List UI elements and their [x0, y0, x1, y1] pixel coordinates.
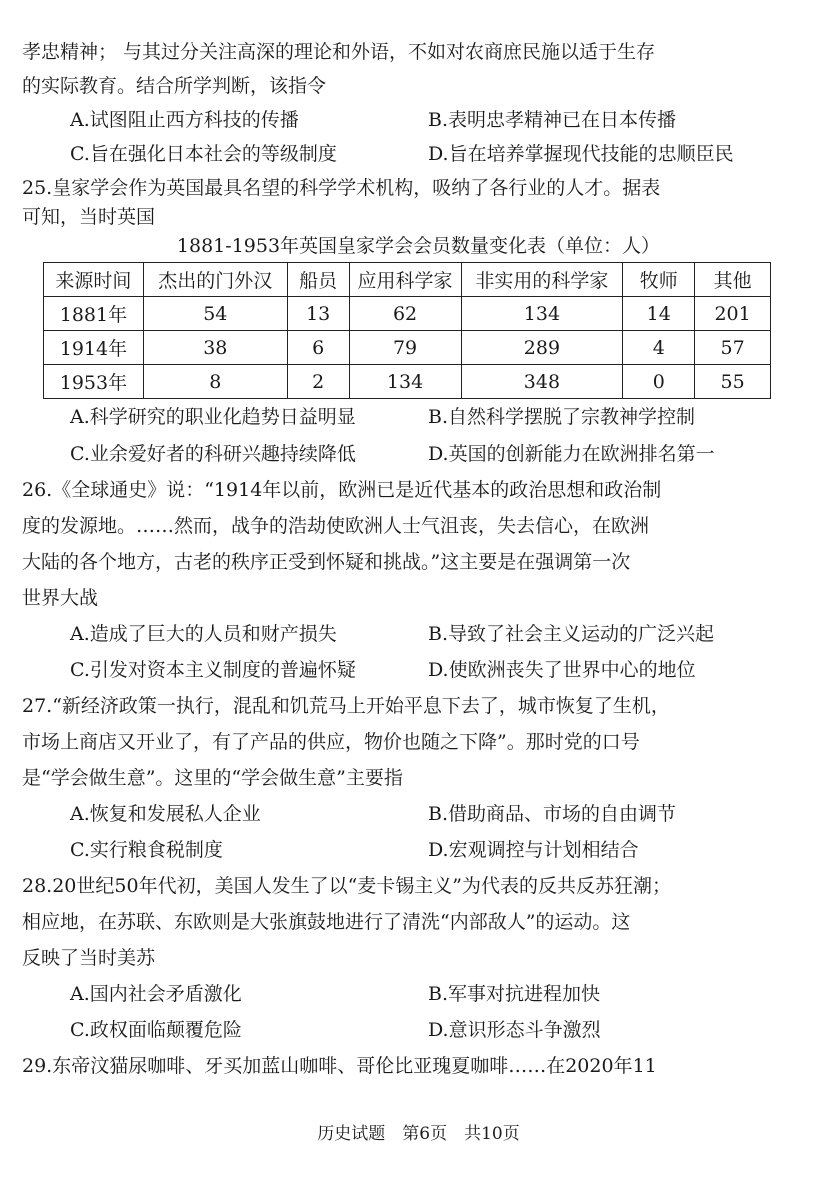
table-cell: 1953年 — [44, 365, 144, 399]
q24-option-b[interactable]: B.表明忠孝精神已在日本传播 — [428, 109, 677, 131]
table-header-cell: 非实用的科学家 — [461, 263, 623, 297]
page-footer: 历史试题 第6页 共10页 — [317, 1124, 520, 1144]
q27-stem-line-2: 市场上商店又开业了，有了产品的供应，物价也随之下降”。那时党的口号 — [22, 731, 640, 753]
table-header-row — [44, 263, 771, 297]
table-cell: 134 — [349, 365, 461, 399]
q26-stem-line-2: 度的发源地。……然而，战争的浩劫使欧洲人士气沮丧，失去信心，在欧洲 — [22, 515, 650, 537]
table-header-cell: 牧师 — [623, 263, 695, 297]
q28-option-c[interactable]: C.政权面临颠覆危险 — [70, 1019, 242, 1041]
q24-option-a[interactable]: A.试图阻止西方科技的传播 — [70, 109, 299, 131]
q24-stem-line-1: 孝忠精神； 与其过分关注高深的理论和外语，不如对农商庶民施以适于生存 — [22, 41, 656, 63]
table-cell: 0 — [623, 365, 695, 399]
table-row — [44, 331, 771, 365]
q26-option-a[interactable]: A.造成了巨大的人员和财产损失 — [70, 623, 337, 645]
q28-option-d[interactable]: D.意识形态斗争激烈 — [428, 1019, 601, 1041]
q24-option-d[interactable]: D.旨在培养掌握现代技能的忠顺臣民 — [428, 143, 734, 165]
q27-option-c[interactable]: C.实行粮食税制度 — [70, 839, 223, 861]
table-cell: 348 — [461, 365, 623, 399]
q25-option-c[interactable]: C.业余爱好者的科研兴趣持续降低 — [70, 443, 356, 465]
table-cell: 1881年 — [44, 297, 144, 331]
table-row — [44, 297, 771, 331]
table-cell: 6 — [287, 331, 349, 365]
q26-stem-line-3: 大陆的各个地方，古老的秩序正受到怀疑和挑战。”这主要是在强调第一次 — [22, 551, 631, 573]
q25-stem-line-1: 25.皇家学会作为英国最具名望的科学学术机构，吸纳了各行业的人才。据表 — [22, 177, 661, 199]
q28-stem-line-2: 相应地，在苏联、东欧则是大张旗鼓地进行了清洗“内部敌人”的运动。这 — [22, 911, 631, 933]
q27-stem-line-3: 是“学会做生意”。这里的“学会做生意”主要指 — [22, 767, 403, 789]
table-cell: 57 — [695, 331, 771, 365]
table-header-cell: 船员 — [287, 263, 349, 297]
q24-option-c[interactable]: C.旨在强化日本社会的等级制度 — [70, 143, 337, 165]
q27-option-b[interactable]: B.借助商品、市场的自由调节 — [428, 803, 677, 825]
table-header-cell: 应用科学家 — [349, 263, 461, 297]
table-caption: 1881-1953年英国皇家学会会员数量变化表（单位：人） — [176, 235, 661, 257]
q26-option-b[interactable]: B.导致了社会主义运动的广泛兴起 — [428, 623, 715, 645]
q27-option-d[interactable]: D.宏观调控与计划相结合 — [428, 839, 639, 861]
q26-stem-line-1: 26.《全球通史》说：“1914年以前，欧洲已是近代基本的政治思想和政治制 — [22, 479, 662, 501]
table-cell: 2 — [287, 365, 349, 399]
q28-option-a[interactable]: A.国内社会矛盾激化 — [70, 983, 242, 1005]
q25-option-a[interactable]: A.科学研究的职业化趋势日益明显 — [70, 406, 356, 428]
table-cell: 38 — [143, 331, 287, 365]
table-cell: 55 — [695, 365, 771, 399]
q26-stem-line-4: 世界大战 — [22, 587, 99, 609]
q26-option-c[interactable]: C.引发对资本主义制度的普遍怀疑 — [70, 659, 356, 681]
q25-option-b[interactable]: B.自然科学摆脱了宗教神学控制 — [428, 406, 696, 428]
table-header-cell: 其他 — [695, 263, 771, 297]
members-table — [43, 262, 771, 399]
table-cell: 54 — [143, 297, 287, 331]
table-cell: 62 — [349, 297, 461, 331]
table-row — [44, 365, 771, 399]
q27-option-a[interactable]: A.恢复和发展私人企业 — [70, 803, 261, 825]
table-cell: 134 — [461, 297, 623, 331]
q25-option-d[interactable]: D.英国的创新能力在欧洲排名第一 — [428, 443, 715, 465]
table-cell: 14 — [623, 297, 695, 331]
q27-stem-line-1: 27.“新经济政策一执行，混乱和饥荒马上开始平息下去了，城市恢复了生机， — [22, 695, 670, 717]
table-header-cell: 杰出的门外汉 — [143, 263, 287, 297]
table-header-cell: 来源时间 — [44, 263, 144, 297]
table-cell: 1914年 — [44, 331, 144, 365]
q29-stem-line-1: 29.东帝汶猫尿咖啡、牙买加蓝山咖啡、哥伦比亚瑰夏咖啡……在2020年11 — [22, 1055, 657, 1077]
q24-stem-line-2: 的实际教育。结合所学判断，该指令 — [22, 75, 327, 97]
q28-stem-line-1: 28.20世纪50年代初，美国人发生了以“麦卡锡主义”为代表的反共反苏狂潮； — [22, 875, 671, 897]
table-cell: 289 — [461, 331, 623, 365]
table-cell: 13 — [287, 297, 349, 331]
table-cell: 8 — [143, 365, 287, 399]
table-cell: 79 — [349, 331, 461, 365]
q25-stem-line-2: 可知，当时英国 — [22, 206, 156, 228]
q28-stem-line-3: 反映了当时美苏 — [22, 947, 156, 969]
table-cell: 201 — [695, 297, 771, 331]
q26-option-d[interactable]: D.使欧洲丧失了世界中心的地位 — [428, 659, 696, 681]
table-cell: 4 — [623, 331, 695, 365]
q28-option-b[interactable]: B.军事对抗进程加快 — [428, 983, 601, 1005]
